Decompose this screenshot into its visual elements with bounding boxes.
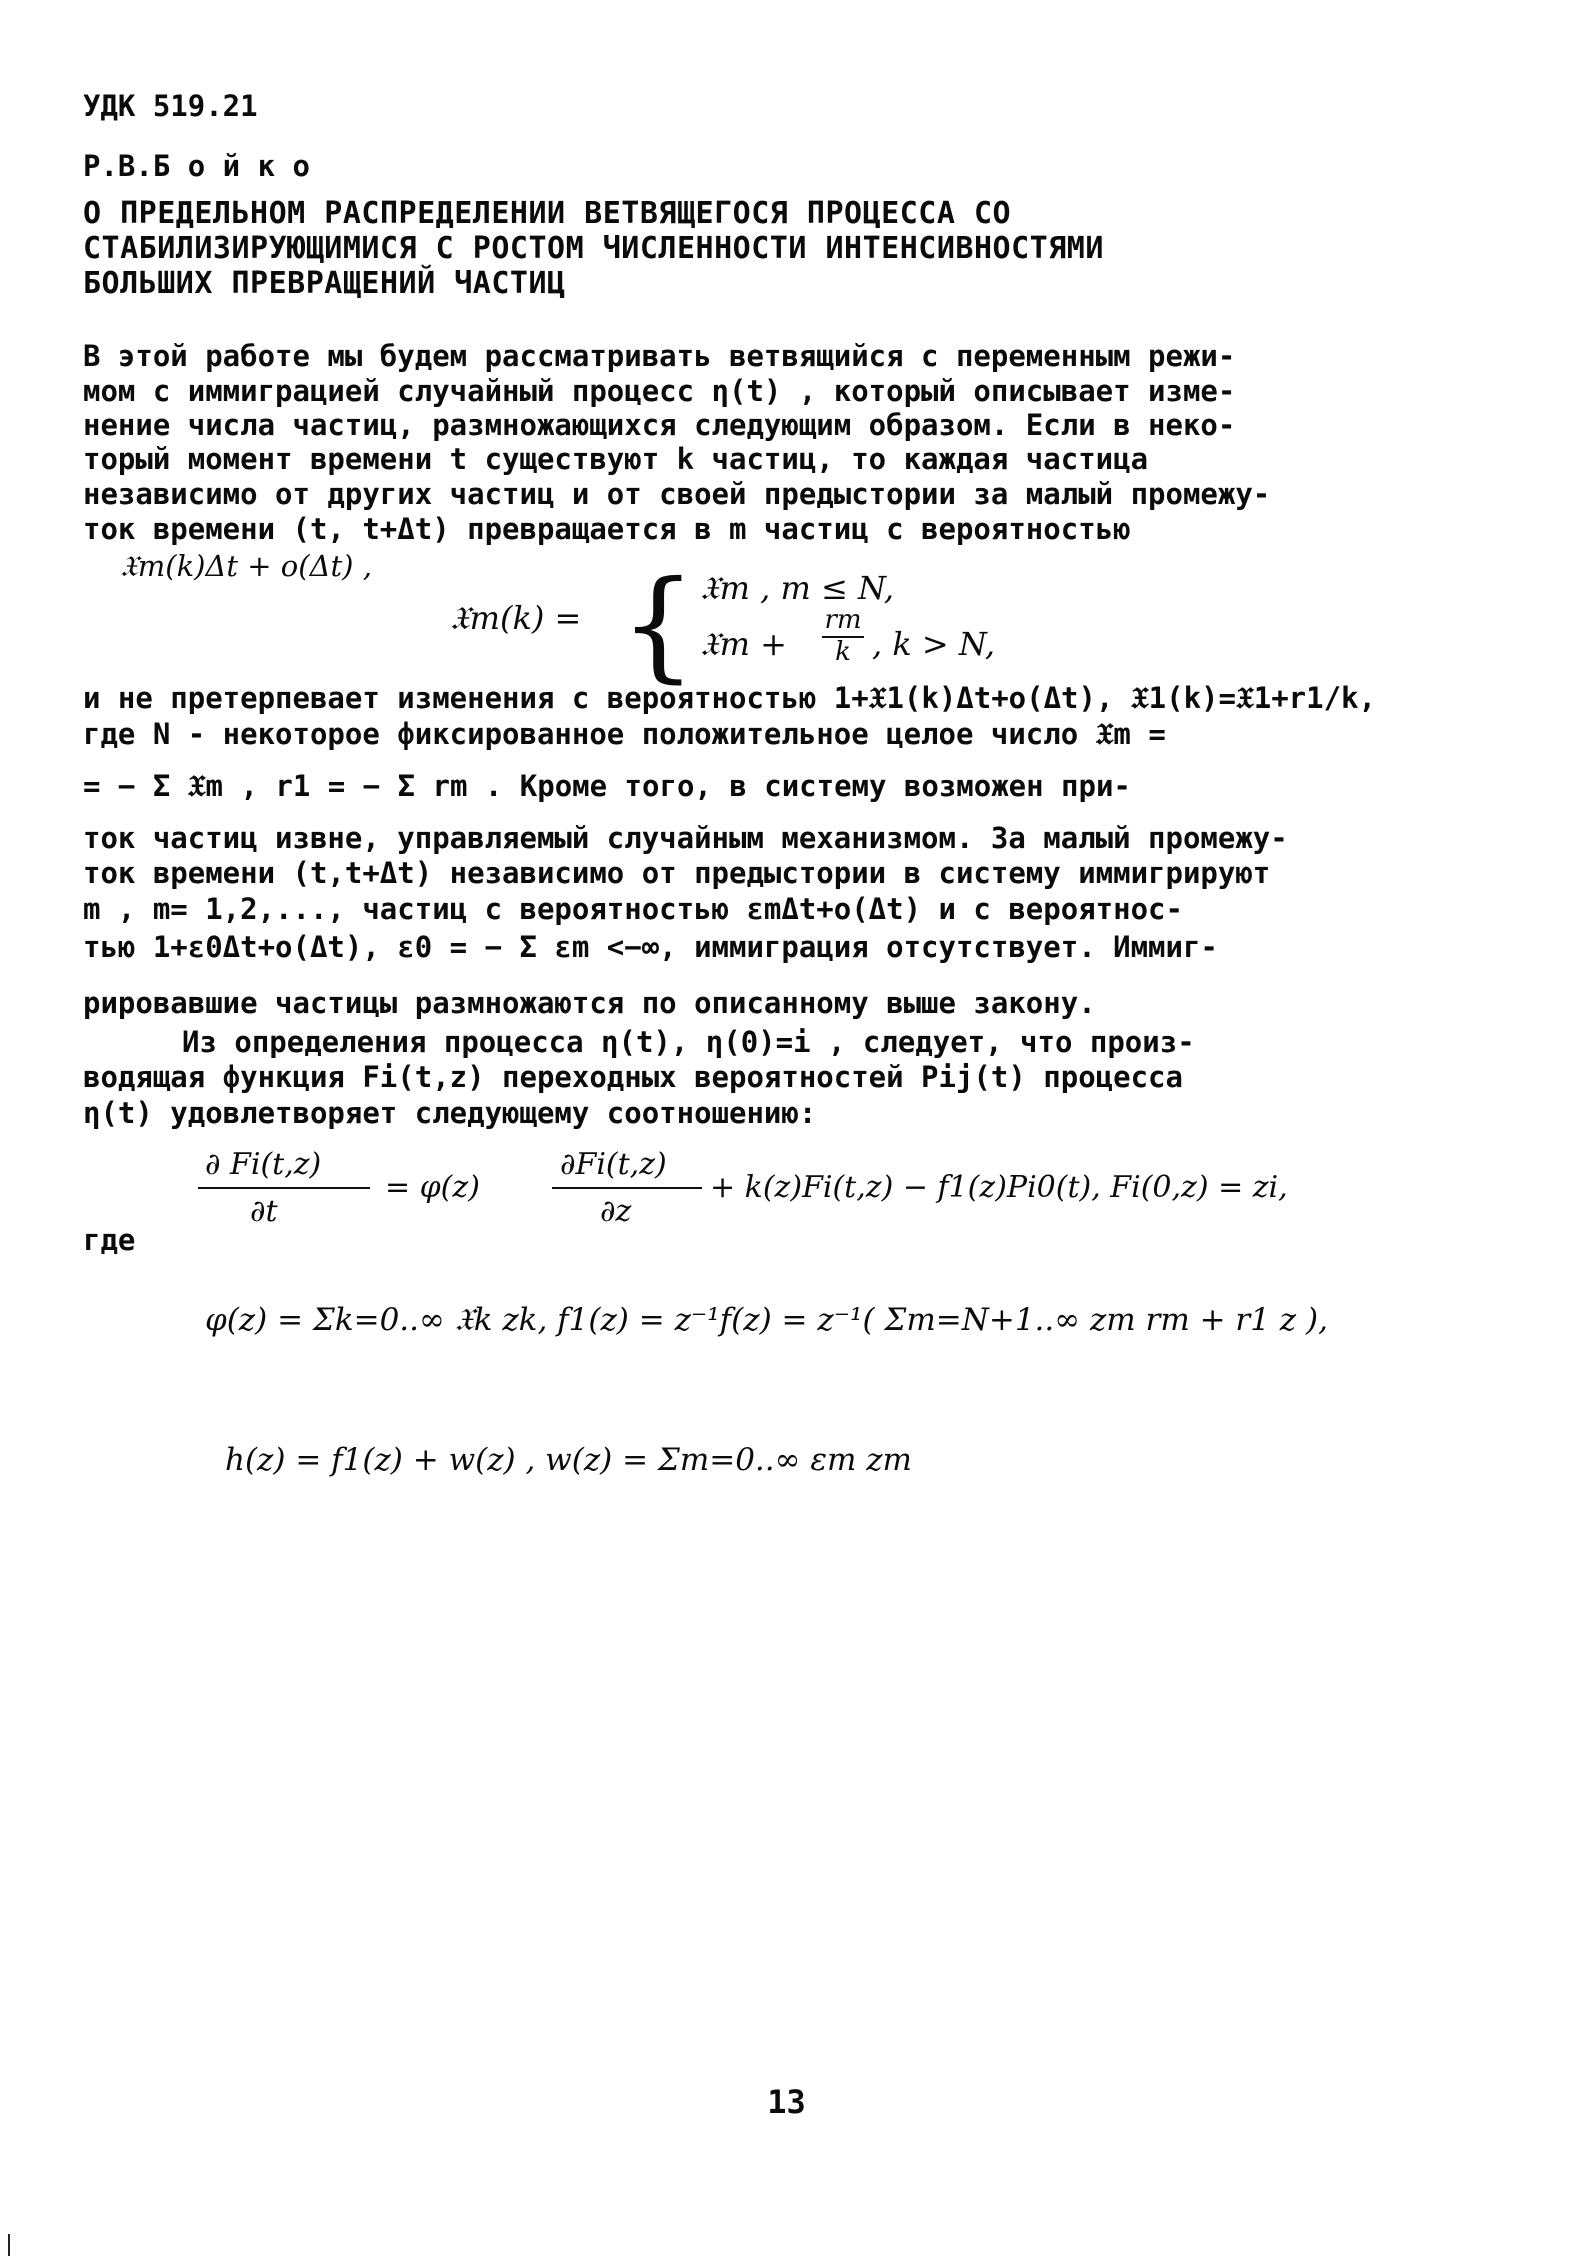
body-line: В этой работе мы будем рассматривать ветвящийся с переменным режи- <box>83 339 1236 373</box>
pde-remaining-terms: + k(z)Fi(t,z) − f1(z)Pi0(t), Fi(0,z) = zi, <box>710 1170 1288 1205</box>
body-line-where: где <box>83 1223 136 1257</box>
fraction-denominator: k <box>835 637 851 667</box>
pde-mid-denominator: ∂z <box>600 1194 632 1229</box>
fraction-numerator: rm <box>824 605 862 635</box>
body-line: и не претерпевает изменения с вероятностью 1+𝔛1(k)Δt+o(Δt), 𝔛1(k)=𝔛1+r1/k, <box>83 681 1376 715</box>
article-title-line-3: БОЛЬШИХ ПРЕВРАЩЕНИЙ ЧАСТИЦ <box>83 266 566 301</box>
scan-edge-mark <box>8 2234 10 2256</box>
author-name: Р.В.Б о й к о <box>83 149 310 183</box>
pde-phi-term: = φ(z) <box>385 1170 480 1205</box>
body-line: Из определения процесса η(t), η(0)=i , следует, что произ- <box>182 1025 1195 1059</box>
pde-lhs-denominator: ∂t <box>250 1194 278 1229</box>
body-line: η(t) удовлетворяет следующему соотношению: <box>83 1096 817 1130</box>
body-line: водящая функция Fi(t,z) переходных вероятностей Pij(t) процесса <box>83 1060 1183 1094</box>
body-line: = − Σ 𝔛m , r1 = − Σ rm . Кроме того, в систему возможен при- <box>83 769 1131 803</box>
udk-code: УДК 519.21 <box>83 89 258 123</box>
pde-mid-numerator: ∂Fi(t,z) <box>560 1147 667 1182</box>
body-line: мом с иммиграцией случайный процесс η(t) , который описывает изме- <box>83 374 1236 408</box>
pde-lhs-bar <box>198 1187 370 1189</box>
body-line: нение числа частиц, размножающихся следующим образом. Если в неко- <box>83 408 1236 442</box>
piecewise-lhs: 𝔛m(k) = <box>450 599 582 637</box>
piecewise-case-1: 𝔛m , m ≤ N, <box>700 569 895 607</box>
body-line: ток времени (t,t+Δt) независимо от предыстории в систему иммигрируют <box>83 856 1271 890</box>
body-line: независимо от других частиц и от своей предыстории за малый промежу- <box>83 477 1271 511</box>
body-line: рировавшие частицы размножаются по описанному выше закону. <box>83 986 1096 1020</box>
h-w-definition: h(z) = f1(z) + w(z) , w(z) = Σm=0..∞ εm zm <box>225 1442 912 1478</box>
body-line: ток времени (t, t+Δt) превращается в m частиц с вероятностью <box>83 512 1131 546</box>
body-line: ток частиц извне, управляемый случайным механизмом. За малый промежу- <box>83 821 1288 855</box>
article-title-line-2: СТАБИЛИЗИРУЮЩИМИСЯ С РОСТОМ ЧИСЛЕННОСТИ ИНТЕНСИВНОСТЯМИ <box>83 231 1104 266</box>
piecewise-case-2-term: 𝔛m + <box>700 625 787 663</box>
left-brace: { <box>620 556 697 695</box>
body-line: торый момент времени t существуют k частиц, то каждая частица <box>83 442 1149 476</box>
body-line: m , m= 1,2,..., частиц с вероятностью εmΔt+o(Δt) и с вероятнос- <box>83 892 1183 926</box>
pde-mid-bar <box>552 1187 702 1189</box>
pde-lhs-numerator: ∂ Fi(t,z) <box>205 1147 322 1182</box>
body-line: где N - некоторое фиксированное положительное целое число 𝔛m = <box>83 717 1166 751</box>
intensity-expression: 𝔛m(k)Δt + o(Δt) , <box>120 549 372 583</box>
article-title-line-1: О ПРЕДЕЛЬНОМ РАСПРЕДЕЛЕНИИ ВЕТВЯЩЕГОСЯ ПРОЦЕССА СО <box>83 196 1012 231</box>
page-number: 13 <box>767 2083 806 2121</box>
piecewise-case-2-condition: , k > N, <box>872 625 996 663</box>
body-line: тью 1+ε0Δt+o(Δt), ε0 = − Σ εm <−∞, иммиграция отсутствует. Иммиг- <box>83 930 1218 964</box>
phi-definition: φ(z) = Σk=0..∞ 𝔛k zk, f1(z) = z⁻¹f(z) = z⁻¹( Σm=N+1..∞ zm rm + r1 z ), <box>205 1302 1328 1338</box>
